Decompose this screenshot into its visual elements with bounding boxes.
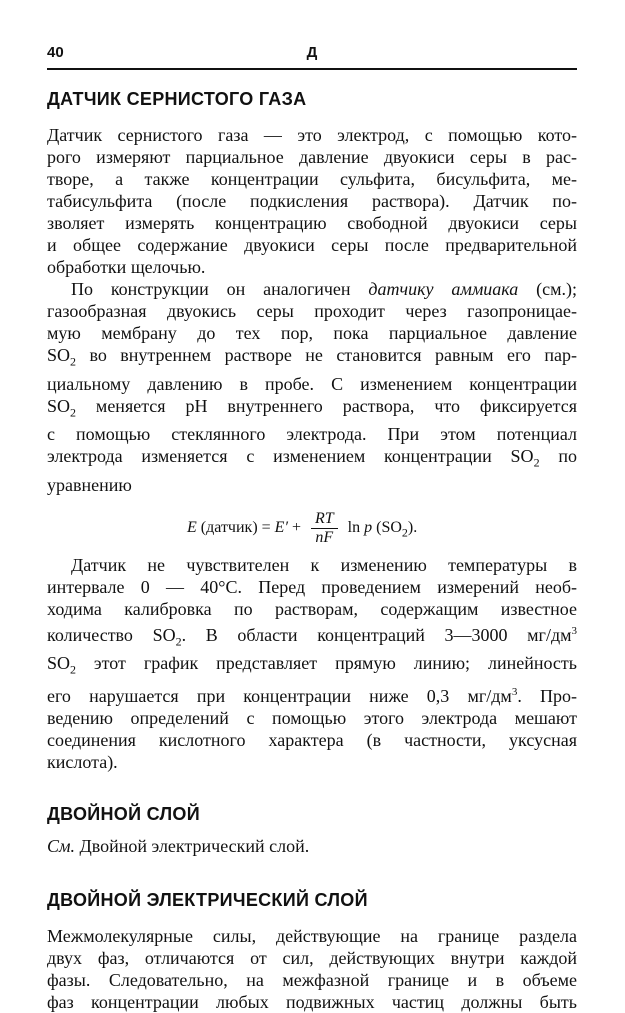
reference-link: Двойной электрический слой. — [75, 835, 310, 856]
text-line: фаз концентрации любых подвижных частиц должны быть — [47, 991, 577, 1012]
article-title-electric-double-layer: ДВОЙНОЙ ЭЛЕКТРИЧЕСКИЙ СЛОЙ — [47, 889, 368, 910]
text-line: Датчик не чувствителен к изменению температуры в — [71, 554, 577, 575]
book-page — [47, 40, 577, 1013]
text-line: и общее содержание двуокиси серы после предварительной — [47, 235, 577, 255]
paragraph-definition — [47, 124, 577, 278]
text-line: $SO_2$ во внутреннем растворе не становится равным его пар- — [47, 345, 577, 369]
text-line: $SO_2$ этот график представляет прямую линию; линейность — [47, 653, 577, 677]
text-line: рого измеряют парциальное давление двуокиси серы в рас- — [47, 147, 577, 167]
article-title-double-layer: ДВОЙНОЙ СЛОЙ — [47, 803, 200, 824]
text-line: двух фаз, отличаются от сил, действующих внутри каждой — [47, 947, 577, 968]
text-line: с помощью стеклянного электрода. При этом потенциал — [47, 424, 577, 445]
running-header — [47, 40, 577, 70]
text-line: ходима калибровка по растворам, содержащим известное — [47, 598, 577, 619]
text-line: Датчик сернистого газа — это электрод, с помощью кото- — [47, 125, 577, 145]
fraction-rt-over-nf: $\frac{RT}{nF}$ — [311, 510, 338, 547]
see-label: См. — [47, 835, 75, 856]
text-line: соединения кислотного характера (в частности, уксусная — [47, 729, 577, 750]
text-line: газообразная двуокись серы проходит через газопроницае- — [47, 301, 577, 321]
section-letter: Д — [306, 44, 318, 61]
text-line: электрода изменяется с изменением концентрации $SO_2$ по — [47, 446, 577, 470]
paragraph-temperature — [47, 554, 577, 773]
text-line: циальному давлению в пробе. С изменением концентрации — [47, 373, 577, 394]
text-line: ведению определений с помощью этого электрода мешают — [47, 707, 577, 728]
text-line: табисульфита (после подкисления раствора). Датчик по- — [47, 191, 577, 211]
text-line: Межмолекулярные силы, действующие на границе раздела — [47, 925, 577, 946]
text-line: фазы. Следовательно, на межфазной границе и в объеме — [47, 969, 577, 990]
article-title-sulfur-dioxide-sensor: ДАТЧИК СЕРНИСТОГО ГАЗА — [47, 89, 307, 109]
paragraph-construction — [47, 278, 577, 496]
cross-reference-ammonia-sensor: датчику аммиака — [368, 279, 519, 299]
text-line: интервале 0 — 40°C. Перед проведением измерений необ- — [47, 576, 577, 597]
text-line: его нарушается при концентрации ниже 0,3 $мг/дм^3$. Про- — [47, 685, 577, 706]
text-line: обработки щелочью. — [47, 257, 206, 277]
text-line: кислота). — [47, 751, 118, 772]
text-line: творе, а также концентрации сульфита, бисульфита, ме- — [47, 169, 577, 189]
text-line: мую мембрану до тех пор, пока парциальное давление — [47, 323, 577, 343]
page-number: 40 — [47, 44, 64, 61]
text-line: уравнению — [47, 474, 132, 495]
text-line: количество $SO_2$. В области концентраций 3—3000 $мг/дм^3$ — [47, 624, 577, 649]
text-line: По конструкции он аналогичен датчику аммиака (см.); — [71, 279, 577, 299]
nernst-equation: E (датчик) = E′ + $\frac{RT}{nF}$ ln p $(SO_2)$. — [187, 509, 418, 546]
see-also-reference — [47, 835, 577, 857]
text-line: $SO_2$ меняется pH внутреннего раствора, что фиксируется — [47, 395, 577, 420]
text-line: зволяет измерять концентрацию свободной двуокиси серы — [47, 213, 577, 233]
